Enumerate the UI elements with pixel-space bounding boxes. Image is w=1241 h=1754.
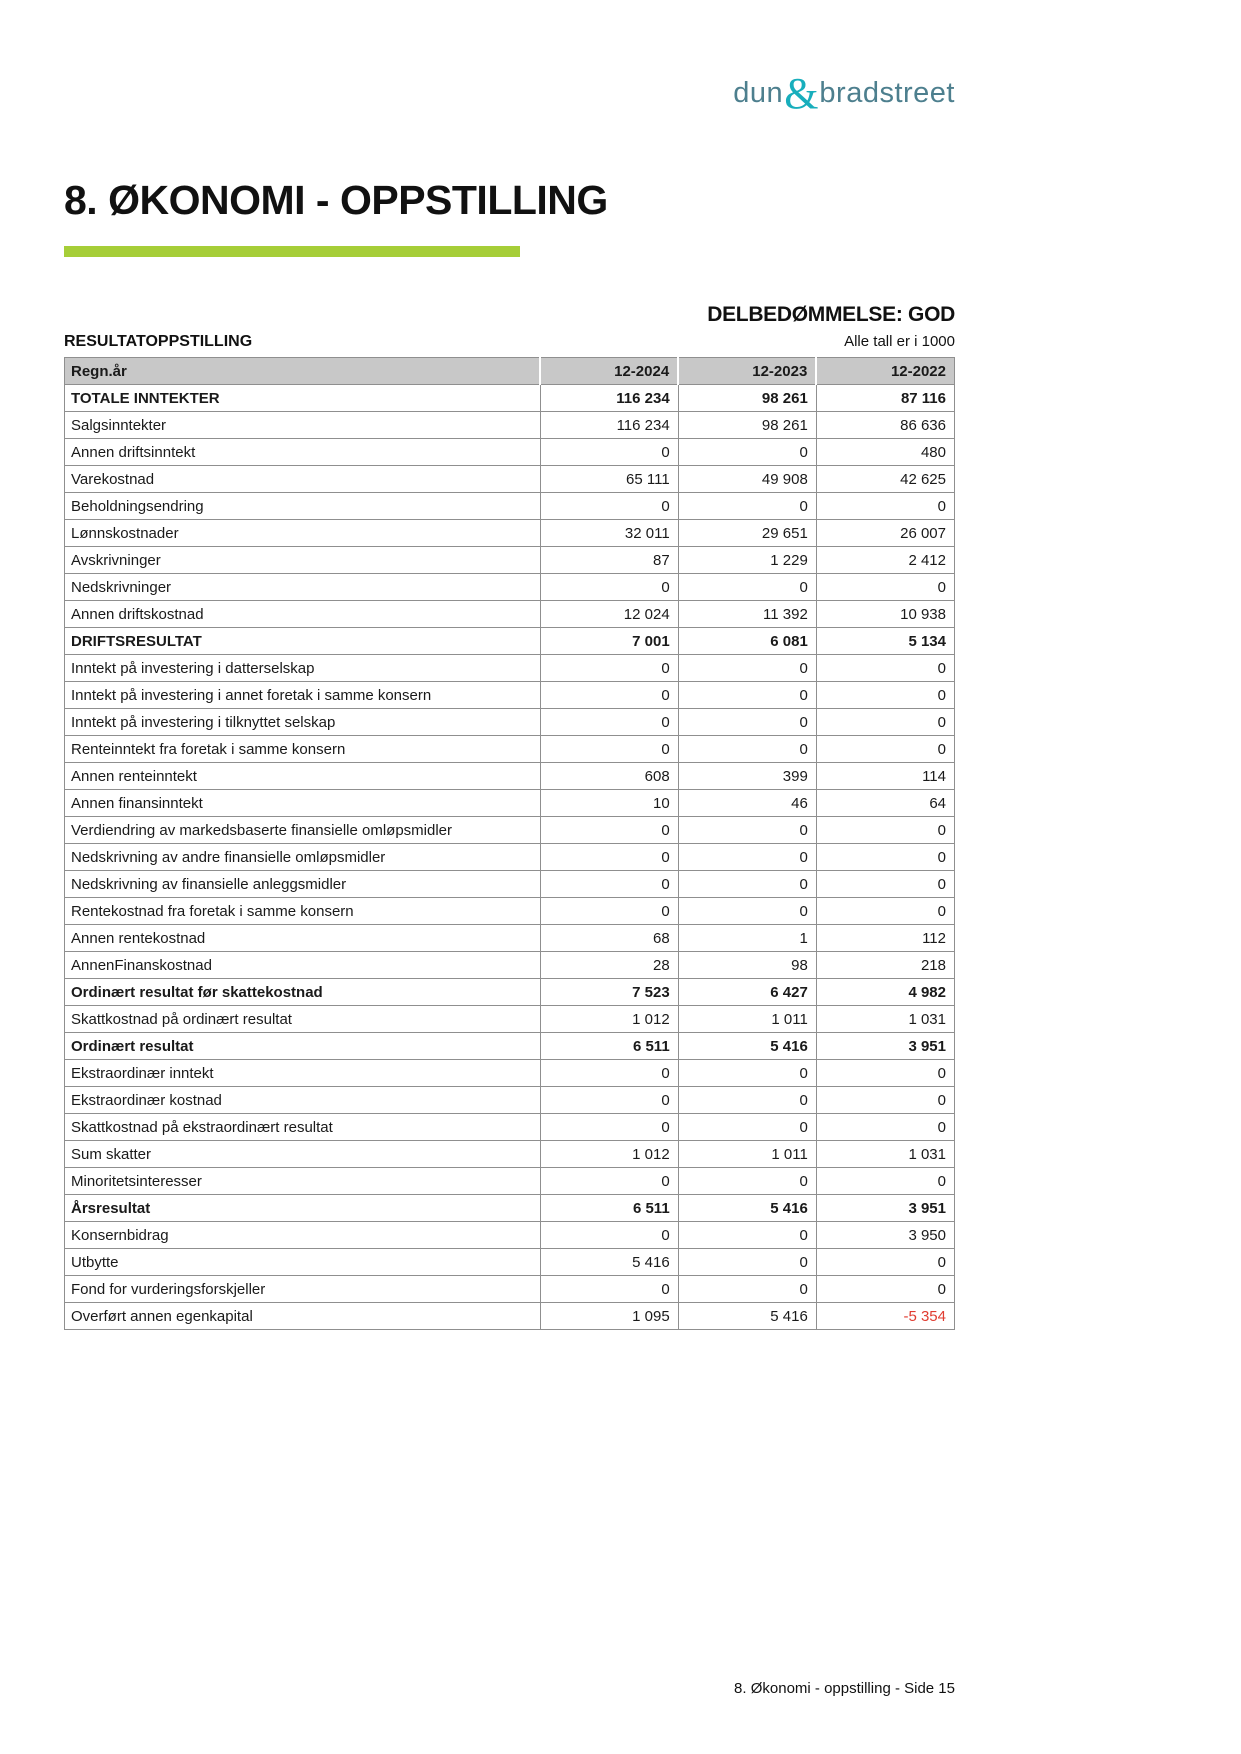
table-row bbox=[65, 385, 955, 412]
row-value: 98 261 bbox=[678, 385, 816, 412]
row-value: 0 bbox=[540, 493, 678, 520]
table-row bbox=[65, 601, 955, 628]
row-value: 0 bbox=[678, 682, 816, 709]
unit-note: Alle tall er i 1000 bbox=[844, 333, 955, 350]
row-label: Verdiendring av markedsbaserte finansielle omløpsmidler bbox=[65, 817, 541, 844]
row-label: TOTALE INNTEKTER bbox=[65, 385, 541, 412]
row-value: 0 bbox=[678, 1168, 816, 1195]
row-value: 0 bbox=[540, 574, 678, 601]
table-row bbox=[65, 1168, 955, 1195]
row-label: Årsresultat bbox=[65, 1195, 541, 1222]
row-value: 0 bbox=[678, 871, 816, 898]
row-label: Lønnskostnader bbox=[65, 520, 541, 547]
header-label: Regn.år bbox=[65, 358, 541, 385]
row-value: 1 031 bbox=[816, 1006, 954, 1033]
row-value: 0 bbox=[816, 682, 954, 709]
row-value: 0 bbox=[678, 439, 816, 466]
table-row bbox=[65, 925, 955, 952]
row-value: 0 bbox=[678, 655, 816, 682]
row-value: 1 229 bbox=[678, 547, 816, 574]
row-value: 0 bbox=[678, 1249, 816, 1276]
row-value: 399 bbox=[678, 763, 816, 790]
header-year: 12-2022 bbox=[816, 358, 954, 385]
row-value: 0 bbox=[540, 844, 678, 871]
row-value: 0 bbox=[540, 655, 678, 682]
row-value: 0 bbox=[678, 709, 816, 736]
row-label: Ordinært resultat bbox=[65, 1033, 541, 1060]
row-value: 0 bbox=[678, 898, 816, 925]
row-value: 0 bbox=[816, 1276, 954, 1303]
table-row bbox=[65, 574, 955, 601]
logo-word-dun: dun bbox=[733, 77, 784, 109]
row-label: Ekstraordinær inntekt bbox=[65, 1060, 541, 1087]
row-value: 0 bbox=[816, 1168, 954, 1195]
row-label: Salgsinntekter bbox=[65, 412, 541, 439]
table-row bbox=[65, 1249, 955, 1276]
table-row bbox=[65, 493, 955, 520]
row-value: 0 bbox=[540, 1168, 678, 1195]
table-row bbox=[65, 682, 955, 709]
row-value: 49 908 bbox=[678, 466, 816, 493]
row-value: 26 007 bbox=[816, 520, 954, 547]
row-value: 0 bbox=[816, 736, 954, 763]
row-value: 0 bbox=[816, 1060, 954, 1087]
row-label: Avskrivninger bbox=[65, 547, 541, 574]
row-value: 6 427 bbox=[678, 979, 816, 1006]
row-value: 4 982 bbox=[816, 979, 954, 1006]
row-value: 29 651 bbox=[678, 520, 816, 547]
table-row bbox=[65, 1303, 955, 1330]
row-value: 64 bbox=[816, 790, 954, 817]
row-label: Skattkostnad på ordinært resultat bbox=[65, 1006, 541, 1033]
table-row bbox=[65, 1060, 955, 1087]
row-value: 0 bbox=[540, 1276, 678, 1303]
row-value: 46 bbox=[678, 790, 816, 817]
row-value: 0 bbox=[540, 439, 678, 466]
row-value: 3 950 bbox=[816, 1222, 954, 1249]
row-value: 5 416 bbox=[678, 1303, 816, 1330]
row-value: 0 bbox=[540, 1114, 678, 1141]
row-value: 0 bbox=[816, 655, 954, 682]
table-body bbox=[65, 385, 955, 1330]
row-label: Renteinntekt fra foretak i samme konsern bbox=[65, 736, 541, 763]
table-row bbox=[65, 1006, 955, 1033]
row-label: Nedskrivning av andre finansielle omløpsmidler bbox=[65, 844, 541, 871]
row-value: 112 bbox=[816, 925, 954, 952]
row-label: Inntekt på investering i tilknyttet selskap bbox=[65, 709, 541, 736]
row-label: Ekstraordinær kostnad bbox=[65, 1087, 541, 1114]
table-row bbox=[65, 736, 955, 763]
table-row bbox=[65, 1195, 955, 1222]
row-value: 0 bbox=[678, 1222, 816, 1249]
row-label: Inntekt på investering i annet foretak i samme konsern bbox=[65, 682, 541, 709]
row-value: 116 234 bbox=[540, 412, 678, 439]
row-label: Annen driftsinntekt bbox=[65, 439, 541, 466]
table-row bbox=[65, 817, 955, 844]
row-value: 0 bbox=[816, 493, 954, 520]
row-label: Skattkostnad på ekstraordinært resultat bbox=[65, 1114, 541, 1141]
result-statement-table bbox=[64, 357, 955, 1330]
dun-bradstreet-logo bbox=[64, 68, 955, 119]
table-row bbox=[65, 952, 955, 979]
row-value: 0 bbox=[678, 736, 816, 763]
table-row bbox=[65, 1033, 955, 1060]
page-title: 8. ØKONOMI - OPPSTILLING bbox=[64, 177, 608, 223]
row-value: 0 bbox=[540, 871, 678, 898]
row-value: 0 bbox=[678, 1114, 816, 1141]
logo-ampersand-icon: & bbox=[784, 69, 819, 118]
row-label: Fond for vurderingsforskjeller bbox=[65, 1276, 541, 1303]
row-label: Nedskrivning av finansielle anleggsmidler bbox=[65, 871, 541, 898]
row-value: 116 234 bbox=[540, 385, 678, 412]
table-row bbox=[65, 439, 955, 466]
row-label: Varekostnad bbox=[65, 466, 541, 493]
row-value: 87 116 bbox=[816, 385, 954, 412]
table-row bbox=[65, 1141, 955, 1168]
row-value: 5 134 bbox=[816, 628, 954, 655]
row-value: 0 bbox=[678, 1087, 816, 1114]
header-year: 12-2023 bbox=[678, 358, 816, 385]
table-row bbox=[65, 763, 955, 790]
row-value: 6 511 bbox=[540, 1195, 678, 1222]
row-label: Annen renteinntekt bbox=[65, 763, 541, 790]
row-value: 0 bbox=[540, 1060, 678, 1087]
row-value: 0 bbox=[816, 898, 954, 925]
row-value: 1 031 bbox=[816, 1141, 954, 1168]
row-value: 0 bbox=[816, 844, 954, 871]
row-label: Ordinært resultat før skattekostnad bbox=[65, 979, 541, 1006]
row-value: 5 416 bbox=[678, 1195, 816, 1222]
row-value: 1 012 bbox=[540, 1006, 678, 1033]
row-value: 1 012 bbox=[540, 1141, 678, 1168]
table-row bbox=[65, 628, 955, 655]
table-row bbox=[65, 655, 955, 682]
table-caption-row bbox=[64, 333, 955, 351]
row-label: Rentekostnad fra foretak i samme konsern bbox=[65, 898, 541, 925]
row-label: Utbytte bbox=[65, 1249, 541, 1276]
table-row bbox=[65, 412, 955, 439]
row-value: 0 bbox=[540, 1222, 678, 1249]
table-row bbox=[65, 898, 955, 925]
row-value: 0 bbox=[816, 574, 954, 601]
row-value: 1 011 bbox=[678, 1006, 816, 1033]
row-value: 87 bbox=[540, 547, 678, 574]
row-label: Inntekt på investering i datterselskap bbox=[65, 655, 541, 682]
row-value: 0 bbox=[816, 1114, 954, 1141]
row-value: 68 bbox=[540, 925, 678, 952]
table-row bbox=[65, 1276, 955, 1303]
row-value: 480 bbox=[816, 439, 954, 466]
row-value: 0 bbox=[816, 709, 954, 736]
row-value: 0 bbox=[540, 709, 678, 736]
row-label: Konsernbidrag bbox=[65, 1222, 541, 1249]
row-value: 0 bbox=[540, 817, 678, 844]
table-row bbox=[65, 709, 955, 736]
row-value: 6 081 bbox=[678, 628, 816, 655]
row-value: 218 bbox=[816, 952, 954, 979]
row-value: 3 951 bbox=[816, 1195, 954, 1222]
table-row bbox=[65, 547, 955, 574]
logo-word-bradstreet: bradstreet bbox=[819, 77, 955, 109]
row-value: 0 bbox=[678, 817, 816, 844]
row-value: 0 bbox=[540, 898, 678, 925]
row-value: 0 bbox=[816, 817, 954, 844]
table-row bbox=[65, 1087, 955, 1114]
table-row bbox=[65, 844, 955, 871]
row-value: 42 625 bbox=[816, 466, 954, 493]
row-value: 86 636 bbox=[816, 412, 954, 439]
table-row bbox=[65, 520, 955, 547]
page-content bbox=[64, 0, 955, 1330]
row-label: Annen finansinntekt bbox=[65, 790, 541, 817]
row-value: 1 011 bbox=[678, 1141, 816, 1168]
table-row bbox=[65, 466, 955, 493]
row-value: 10 bbox=[540, 790, 678, 817]
row-value: 12 024 bbox=[540, 601, 678, 628]
row-label: Overført annen egenkapital bbox=[65, 1303, 541, 1330]
row-value: 114 bbox=[816, 763, 954, 790]
row-value: 2 412 bbox=[816, 547, 954, 574]
row-value: 0 bbox=[540, 1087, 678, 1114]
row-value: 32 011 bbox=[540, 520, 678, 547]
row-value: 0 bbox=[678, 844, 816, 871]
row-value: -5 354 bbox=[816, 1303, 954, 1330]
row-value: 0 bbox=[678, 493, 816, 520]
row-label: Annen rentekostnad bbox=[65, 925, 541, 952]
row-value: 0 bbox=[540, 736, 678, 763]
row-value: 0 bbox=[678, 574, 816, 601]
section-title: RESULTATOPPSTILLING bbox=[64, 333, 253, 350]
row-value: 0 bbox=[816, 871, 954, 898]
row-label: Nedskrivninger bbox=[65, 574, 541, 601]
row-value: 5 416 bbox=[540, 1249, 678, 1276]
row-value: 1 bbox=[678, 925, 816, 952]
row-value: 608 bbox=[540, 763, 678, 790]
row-value: 3 951 bbox=[816, 1033, 954, 1060]
table-header-row bbox=[65, 358, 955, 385]
table-row bbox=[65, 790, 955, 817]
row-value: 0 bbox=[816, 1249, 954, 1276]
table-row bbox=[65, 1114, 955, 1141]
row-value: 7 001 bbox=[540, 628, 678, 655]
row-value: 10 938 bbox=[816, 601, 954, 628]
row-label: DRIFTSRESULTAT bbox=[65, 628, 541, 655]
row-label: Sum skatter bbox=[65, 1141, 541, 1168]
row-value: 11 392 bbox=[678, 601, 816, 628]
table-row bbox=[65, 871, 955, 898]
page-footer: 8. Økonomi - oppstilling - Side 15 bbox=[734, 1680, 955, 1697]
title-accent-bar bbox=[64, 246, 520, 257]
row-value: 28 bbox=[540, 952, 678, 979]
row-label: AnnenFinanskostnad bbox=[65, 952, 541, 979]
row-value: 98 bbox=[678, 952, 816, 979]
row-value: 0 bbox=[678, 1276, 816, 1303]
row-value: 5 416 bbox=[678, 1033, 816, 1060]
row-value: 7 523 bbox=[540, 979, 678, 1006]
row-label: Annen driftskostnad bbox=[65, 601, 541, 628]
row-value: 98 261 bbox=[678, 412, 816, 439]
row-value: 1 095 bbox=[540, 1303, 678, 1330]
row-label: Minoritetsinteresser bbox=[65, 1168, 541, 1195]
assessment-label: DELBEDØMMELSE: GOD bbox=[707, 303, 955, 326]
table-row bbox=[65, 979, 955, 1006]
row-label: Beholdningsendring bbox=[65, 493, 541, 520]
table-row bbox=[65, 1222, 955, 1249]
row-value: 0 bbox=[540, 682, 678, 709]
row-value: 0 bbox=[816, 1087, 954, 1114]
header-year: 12-2024 bbox=[540, 358, 678, 385]
row-value: 65 111 bbox=[540, 466, 678, 493]
row-value: 0 bbox=[678, 1060, 816, 1087]
row-value: 6 511 bbox=[540, 1033, 678, 1060]
